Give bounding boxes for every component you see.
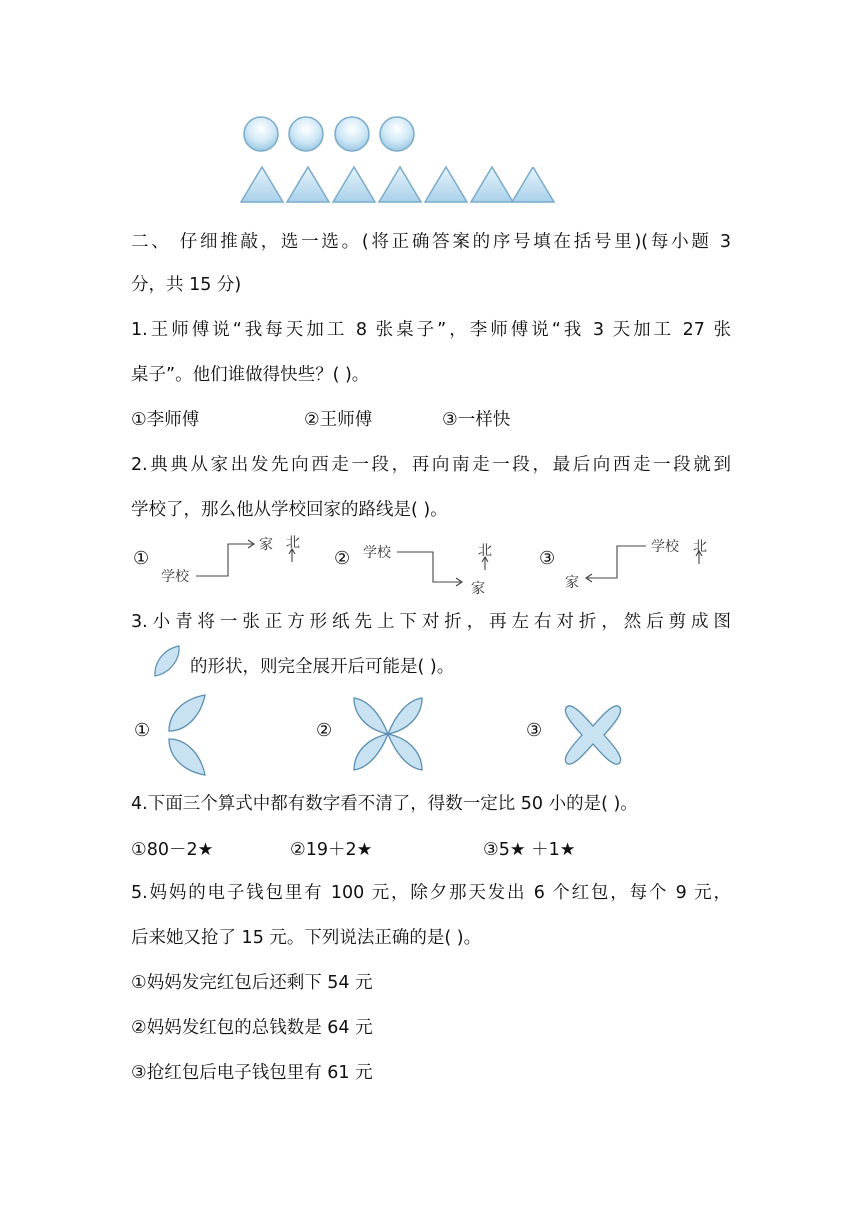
- route1-path: [196, 544, 253, 576]
- q3-option-3-figure: [558, 702, 628, 768]
- triangle-shape: [379, 167, 421, 202]
- q3-option-1-num: ①: [134, 720, 151, 741]
- route2-school-label: 学校: [363, 545, 391, 561]
- q1-option-2: ②王师傅: [304, 410, 373, 430]
- q1-line2: 桌子”。他们谁做得快些？( )。: [131, 365, 370, 385]
- route3-north-label: 北: [693, 539, 707, 555]
- q1-line1: 1.王师傅说“我每天加工 8 张桌子”，李师傅说“我 3 天加工 27 张: [131, 320, 731, 340]
- triangle-shape-7: [510, 167, 556, 203]
- q4-option-3: ③5★ ＋1★: [483, 840, 576, 860]
- route1-north-label: 北: [286, 535, 300, 551]
- leaf-shape-icon: [152, 644, 182, 678]
- section-heading-line2: 分，共 15 分): [131, 275, 242, 295]
- route2-path: [397, 552, 461, 582]
- circle-shape: [380, 117, 414, 151]
- route3-path: [587, 546, 646, 578]
- q3-option-2-num: ②: [316, 720, 333, 741]
- q5-option-3: ③抢红包后电子钱包里有 61 元: [131, 1063, 373, 1083]
- circle-shape: [244, 117, 278, 151]
- q4-option-1: ①80－2★: [131, 840, 214, 860]
- route3-home-label: 家: [565, 575, 579, 591]
- circle-shape: [335, 117, 369, 151]
- q5-line1: 5.妈妈的电子钱包里有 100 元，除夕那天发出 6 个红包，每个 9 元，: [131, 883, 731, 903]
- section-heading-line1: 二、 仔细推敲，选一选。(将正确答案的序号填在括号里)(每小题 3: [131, 232, 731, 252]
- q2-line1: 2.典典从家出发先向西走一段，再向南走一段，最后向西走一段就到: [131, 455, 731, 475]
- q5-option-2: ②妈妈发红包的总钱数是 64 元: [131, 1018, 373, 1038]
- shapes-figure: [236, 112, 536, 208]
- q5-option-1: ①妈妈发完红包后还剩下 54 元: [131, 973, 373, 993]
- route1-school-label: 学校: [161, 569, 189, 585]
- q5-line2: 后来她又抢了 15 元。下列说法正确的是( )。: [131, 928, 482, 948]
- triangle-shape: [333, 167, 375, 202]
- route-option-1-num: ①: [133, 548, 150, 569]
- circle-shape: [289, 117, 323, 151]
- circle-row: [244, 117, 414, 151]
- route3-school-label: 学校: [651, 539, 679, 555]
- route2-home-label: 家: [471, 581, 485, 597]
- q3-line2: 的形状，则完全展开后可能是( )。: [190, 657, 455, 677]
- route2-north-label: 北: [478, 543, 492, 559]
- triangle-shape: [241, 167, 283, 202]
- route-diagram-row: [131, 530, 731, 600]
- q1-option-3: ③一样快: [442, 410, 511, 430]
- triangle-shape: [425, 167, 467, 202]
- triangle-row: [241, 167, 513, 202]
- q3-option-2-figure: [350, 694, 426, 774]
- triangle-shape: [287, 167, 329, 202]
- route-lines: [131, 530, 731, 600]
- route-option-2-num: ②: [334, 548, 351, 569]
- q3-option-3-num: ③: [526, 720, 543, 741]
- q3-option-1-figure: [165, 693, 215, 777]
- q3-line1: 3.小青将一张正方形纸先上下对折，再左右对折，然后剪成图: [131, 612, 731, 632]
- q4-line1: 4.下面三个算式中都有数字看不清了，得数一定比 50 小的是( )。: [131, 794, 638, 814]
- q1-option-1: ①李师傅: [131, 410, 200, 430]
- q4-option-2: ②19＋2★: [290, 840, 373, 860]
- q2-line2: 学校了，那么他从学校回家的路线是( )。: [131, 500, 448, 520]
- triangle-shape: [471, 167, 513, 202]
- route1-home-label: 家: [259, 537, 273, 553]
- route-option-3-num: ③: [539, 548, 556, 569]
